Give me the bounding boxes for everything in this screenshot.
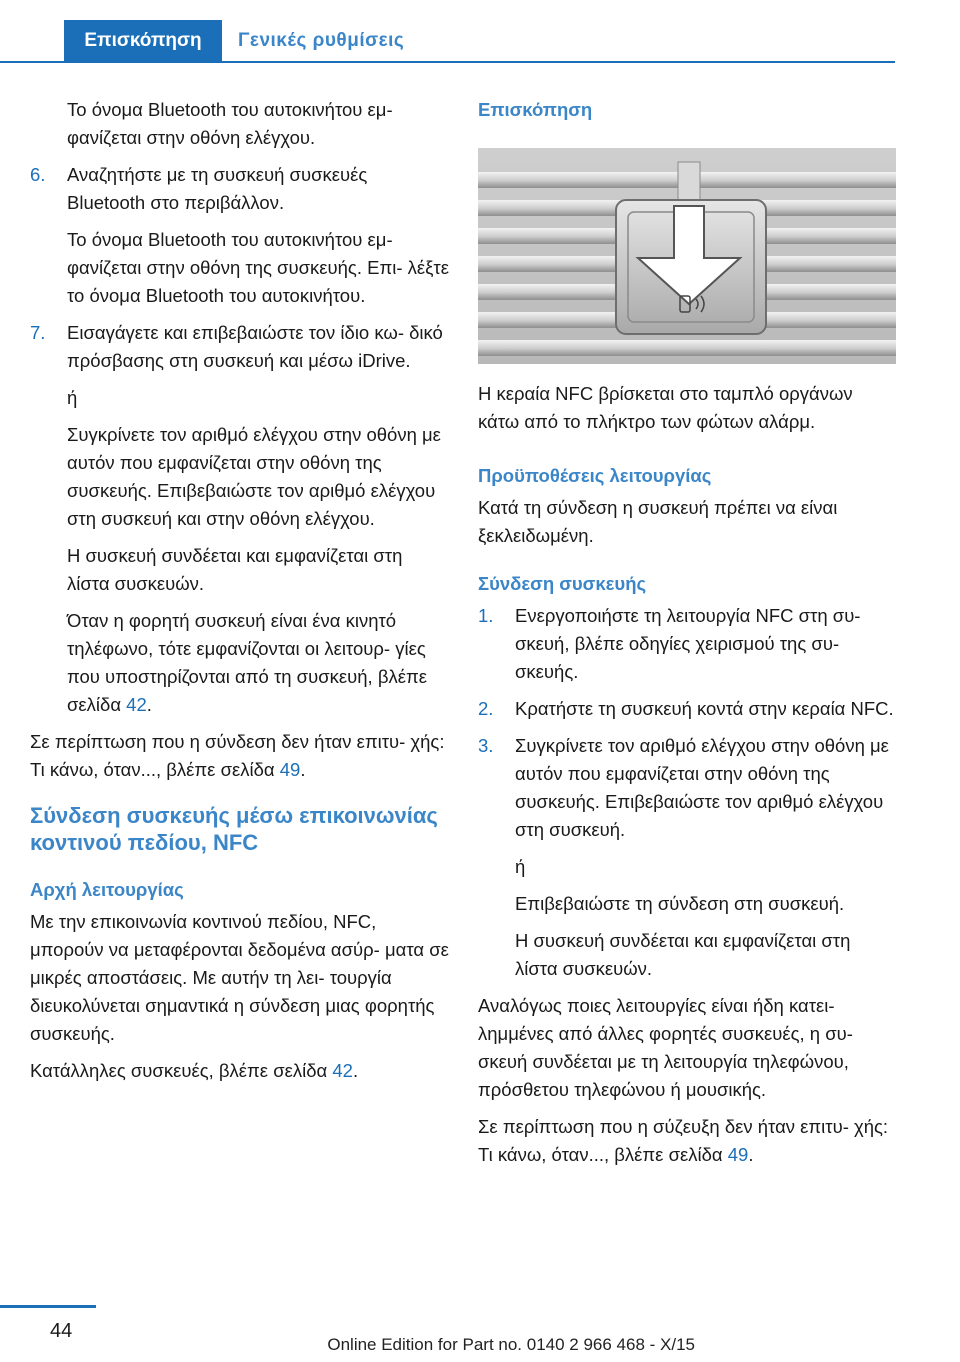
failure-paragraph: Σε περίπτωση που η σύνδεση δεν ήταν επιτυ‐ χής: Τι κάνω, όταν..., βλέπε σελίδα 49. (30, 731, 445, 780)
pairing-failure-paragraph: Σε περίπτωση που η σύζευξη δεν ήταν επιτυ‐ χής: Τι κάνω, όταν..., βλέπε σελίδα 49. (478, 1116, 889, 1165)
page-link-49[interactable]: 49 (727, 1144, 749, 1165)
antenna-location-paragraph: Η κεραία NFC βρίσκεται στο ταμπλό οργάνων κάτω από το πλήκτρο των φώτων αλάρμ. (478, 383, 853, 432)
step-3 (478, 732, 898, 983)
or-text: ή (67, 387, 78, 408)
step-1 (478, 602, 898, 686)
step-2 (478, 695, 898, 723)
overview-heading: Επισκόπηση (478, 99, 593, 120)
page-number: 44 (50, 1320, 73, 1342)
header-divider (0, 61, 895, 63)
right-column (478, 96, 898, 1178)
step-text: Αναζητήστε με τη συσκευή συσκευές Bluetooth στο περιβάλλον. (67, 164, 368, 213)
bt-name-paragraph: Το όνομα Bluetooth του αυτοκινήτου εμ‐ φανίζεται στην οθόνη ελέγχου. (67, 99, 393, 148)
or-text: ή (515, 856, 526, 877)
step-number: 3. (478, 735, 494, 756)
page-header (0, 0, 960, 62)
step-result-text: Η συσκευή συνδέεται και εμφανίζεται στη λίστα συσκευών. (67, 545, 403, 594)
step-number: 7. (30, 322, 46, 343)
tab-general-settings[interactable]: Γενικές ρυθμίσεις (238, 30, 405, 51)
page-link-42[interactable]: 42 (332, 1060, 353, 1081)
nfc-antenna-illustration (478, 148, 896, 364)
edition-info: Online Edition for Part no. 0140 2 966 468 - X/15 (327, 1335, 695, 1354)
tab-overview[interactable]: Επισκόπηση (64, 20, 222, 62)
step-number: 6. (30, 164, 46, 185)
step-text: Κρατήστε τη συσκευή κοντά στην κεραία NFC. (515, 698, 894, 719)
functions-paragraph: Αναλόγως ποιες λειτουργίες είναι ήδη κατει‐ λημμένες από άλλες φορητές συσκευές, η συ‐ σκευή συνδέεται με τη λειτουργία τηλεφώνου, πρόσθετου τηλεφώνου ή μουσικής. (478, 995, 853, 1100)
step-number: 2. (478, 698, 494, 719)
page-link-49[interactable]: 49 (279, 759, 301, 780)
step-phone-text: Όταν η φορητή συσκευή είναι ένα κινητό τηλέφωνο, τότε εμφανίζονται οι λειτουρ‐ γίες που υποστηρίζονται από τη συσκευή, βλέπε σελίδα 42. (67, 610, 427, 715)
footer-divider (0, 1305, 96, 1308)
prerequisites-heading: Προϋποθέσεις λειτουργίας (478, 465, 712, 486)
step-7 (30, 319, 450, 719)
step-note: Το όνομα Bluetooth του αυτοκινήτου εμ‐ φανίζεται στην οθόνη της συσκευής. Επι‐ λέξτε το όνομα Bluetooth του αυτοκινήτου. (67, 229, 449, 306)
step-alt-text: Συγκρίνετε τον αριθμό ελέγχου στην οθόνη με αυτόν που εμφανίζεται στην οθόνη της συσκευής. Επιβεβαιώστε τον αριθμό ελέγχου στη συσκευή και στην οθόνη ελέγχου. (67, 424, 441, 529)
nfc-section-heading: Σύνδεση συσκευής μέσω επικοινωνίας κοντινού πεδίου, NFC (30, 803, 438, 855)
page-link-42[interactable]: 42 (126, 694, 147, 715)
step-6 (30, 161, 450, 310)
principle-heading: Αρχή λειτουργίας (30, 879, 184, 900)
left-column (30, 96, 450, 1094)
principle-paragraph: Με την επικοινωνία κοντινού πεδίου, NFC, μπορούν να μεταφέρονται δεδομένα ασύρ‐ ματα σε μικρές αποστάσεις. Με αυτήν τη λει‐ τουργία διευκολύνεται σημαντικά η σύνδεση μιας φορητής συσκευής. (30, 911, 449, 1044)
step-text: Εισαγάγετε και επιβεβαιώστε τον ίδιο κω‐ δικό πρόσβασης στη συσκευή και μέσω iDrive. (67, 322, 443, 371)
step-alt-text: Επιβεβαιώστε τη σύνδεση στη συσκευή. (515, 893, 845, 914)
connect-device-heading: Σύνδεση συσκευής (478, 573, 647, 594)
prerequisites-paragraph: Κατά τη σύνδεση η συσκευή πρέπει να είναι ξεκλειδωμένη. (478, 497, 838, 546)
step-number: 1. (478, 605, 494, 626)
suitable-devices-paragraph: Κατάλληλες συσκευές, βλέπε σελίδα 42. (30, 1060, 359, 1081)
step-result-text: Η συσκευή συνδέεται και εμφανίζεται στη λίστα συσκευών. (515, 930, 851, 979)
step-text: Ενεργοποιήστε τη λειτουργία NFC στη συ‐ σκευή, βλέπε οδηγίες χειρισμού της συ‐ σκευής. (515, 605, 861, 682)
step-text: Συγκρίνετε τον αριθμό ελέγχου στην οθόνη με αυτόν που εμφανίζεται στην οθόνη της συσκευής. Επιβεβαιώστε τον αριθμό ελέγχου στη συσκευή. (515, 735, 889, 840)
